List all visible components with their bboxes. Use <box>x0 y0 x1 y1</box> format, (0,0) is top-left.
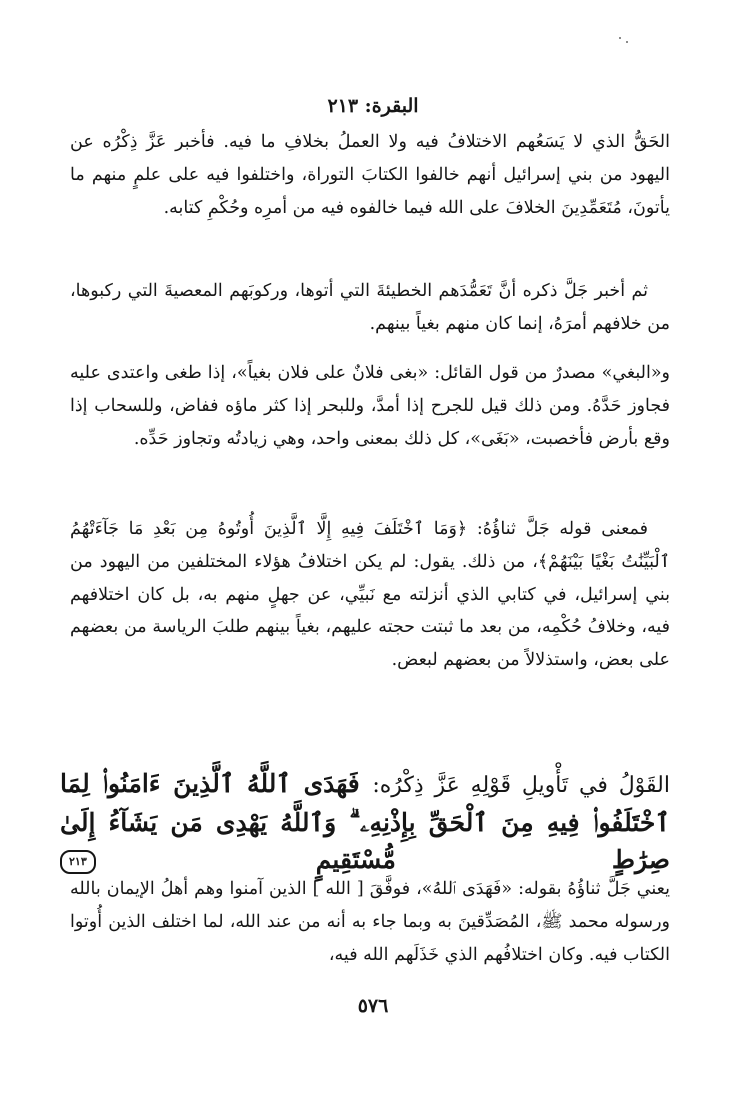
body-paragraph <box>70 357 670 455</box>
heading-lead: القَوْلُ في تَأْويلِ قَوْلِهِ عَزَّ ذِكْرُه: <box>372 773 670 798</box>
quran-verse: فَهَدَى ٱللَّهُ ٱلَّذِينَ ءَامَنُوا۟ لِمَا ٱخْتَلَفُوا۟ فِيهِ مِنَ ٱلْحَقِّ بِإِذْنِهِۦ ۗ وَٱللَّهُ يَهْدِى مَن يَشَآءُ إِلَىٰ صِرَٰطٍ مُّسْتَقِيمٍ <box>60 769 670 874</box>
page-number: ٥٧٦ <box>357 995 389 1017</box>
paragraph-text: يعني جَلَّ ثناؤُهُ بقوله: «فَهَدَى ٱللهُ»، فوفَّقَ [ الله ] الذين آمنوا وهم أهلُ الإيمان بالله ورسوله محمد ﷺ، المُصَدِّقينَ به وبما جاء به أنه من عند الله، لما اختلف الذين أُوتوا الكتاب فيه. وكان اختلافُهم الذي خَذَلَهم الله فيه، <box>70 879 670 965</box>
body-paragraph <box>70 873 670 971</box>
paragraph-text: ثم أخبر جَلَّ ذكره أنَّ تَعَمُّدَهم الخطيئةَ التي أتوها، وركوبَهم المعصيةَ التي ركبوها، من خلافهم أمرَهُ، إنما كان منهم بغياً بينهم. <box>70 281 670 334</box>
scan-speck <box>619 37 621 39</box>
body-paragraph <box>70 126 670 224</box>
paragraph-text: فمعنى قوله جَلَّ ثناؤُهُ: ﴿وَمَا ٱخْتَلَفَ فِيهِ إِلَّا ٱلَّذِينَ أُوتُوهُ مِن بَعْدِ مَا جَآءَتْهُمُ ٱلْبَيِّنَٰتُ بَغْيًا بَيْنَهُمْ﴾، من ذلك. يقول: لم يكن اختلافُ هؤلاء المختلفين من اليهود من بني إسرائيل، في كتابي الذي أنزلته مع نَبيِّي، عن جهلٍ منهم به، بل كان اختلافهم فيه، وخلافُ حُكْمِه، من بعد ما ثبتت حجته عليهم، بغياً بينهم طلبَ الرياسة من بعضهم على بعض، واستذلالاً من بعضهم لبعض. <box>70 519 670 671</box>
verse-number-marker: ٢١٣ <box>60 850 96 874</box>
paragraph-text: الحَقُّ الذي لا يَسَعُهم الاختلافُ فيه ولا العملُ بخلافِ ما فيه. فأخبر عَزَّ ذِكْرُه عن اليهود من بني إسرائيل أنهم خالفوا الكتابَ التوراة، واختلفوا فيه على علمٍ منهم ما يأتونَ، مُتَعَمِّدِينَ الخلافَ على الله فيما خالفوه فيه من أمرِه وحُكْمِ كتابه. <box>70 132 670 218</box>
scan-speck <box>626 41 628 43</box>
running-header: البقرة: ٢١٣ <box>327 95 419 117</box>
paragraph-text: و«البغي» مصدرٌ من قول القائل: «بغى فلانٌ على فلان بغياً»، إذا طغى واعتدى عليه فجاوز حَدَّهُ. ومن ذلك قيل للجرح إذا أمدَّ، وللبحر إذا كثر ماؤه ففاض، وللسحاب إذا وقع بأرض فأخصبت، «بَغَى»، كل ذلك بمعنى واحد، وهي زيادتُه وتجاوز حَدِّه. <box>70 363 670 449</box>
section-heading <box>60 765 670 878</box>
body-paragraph <box>70 513 670 677</box>
body-paragraph <box>70 275 670 341</box>
